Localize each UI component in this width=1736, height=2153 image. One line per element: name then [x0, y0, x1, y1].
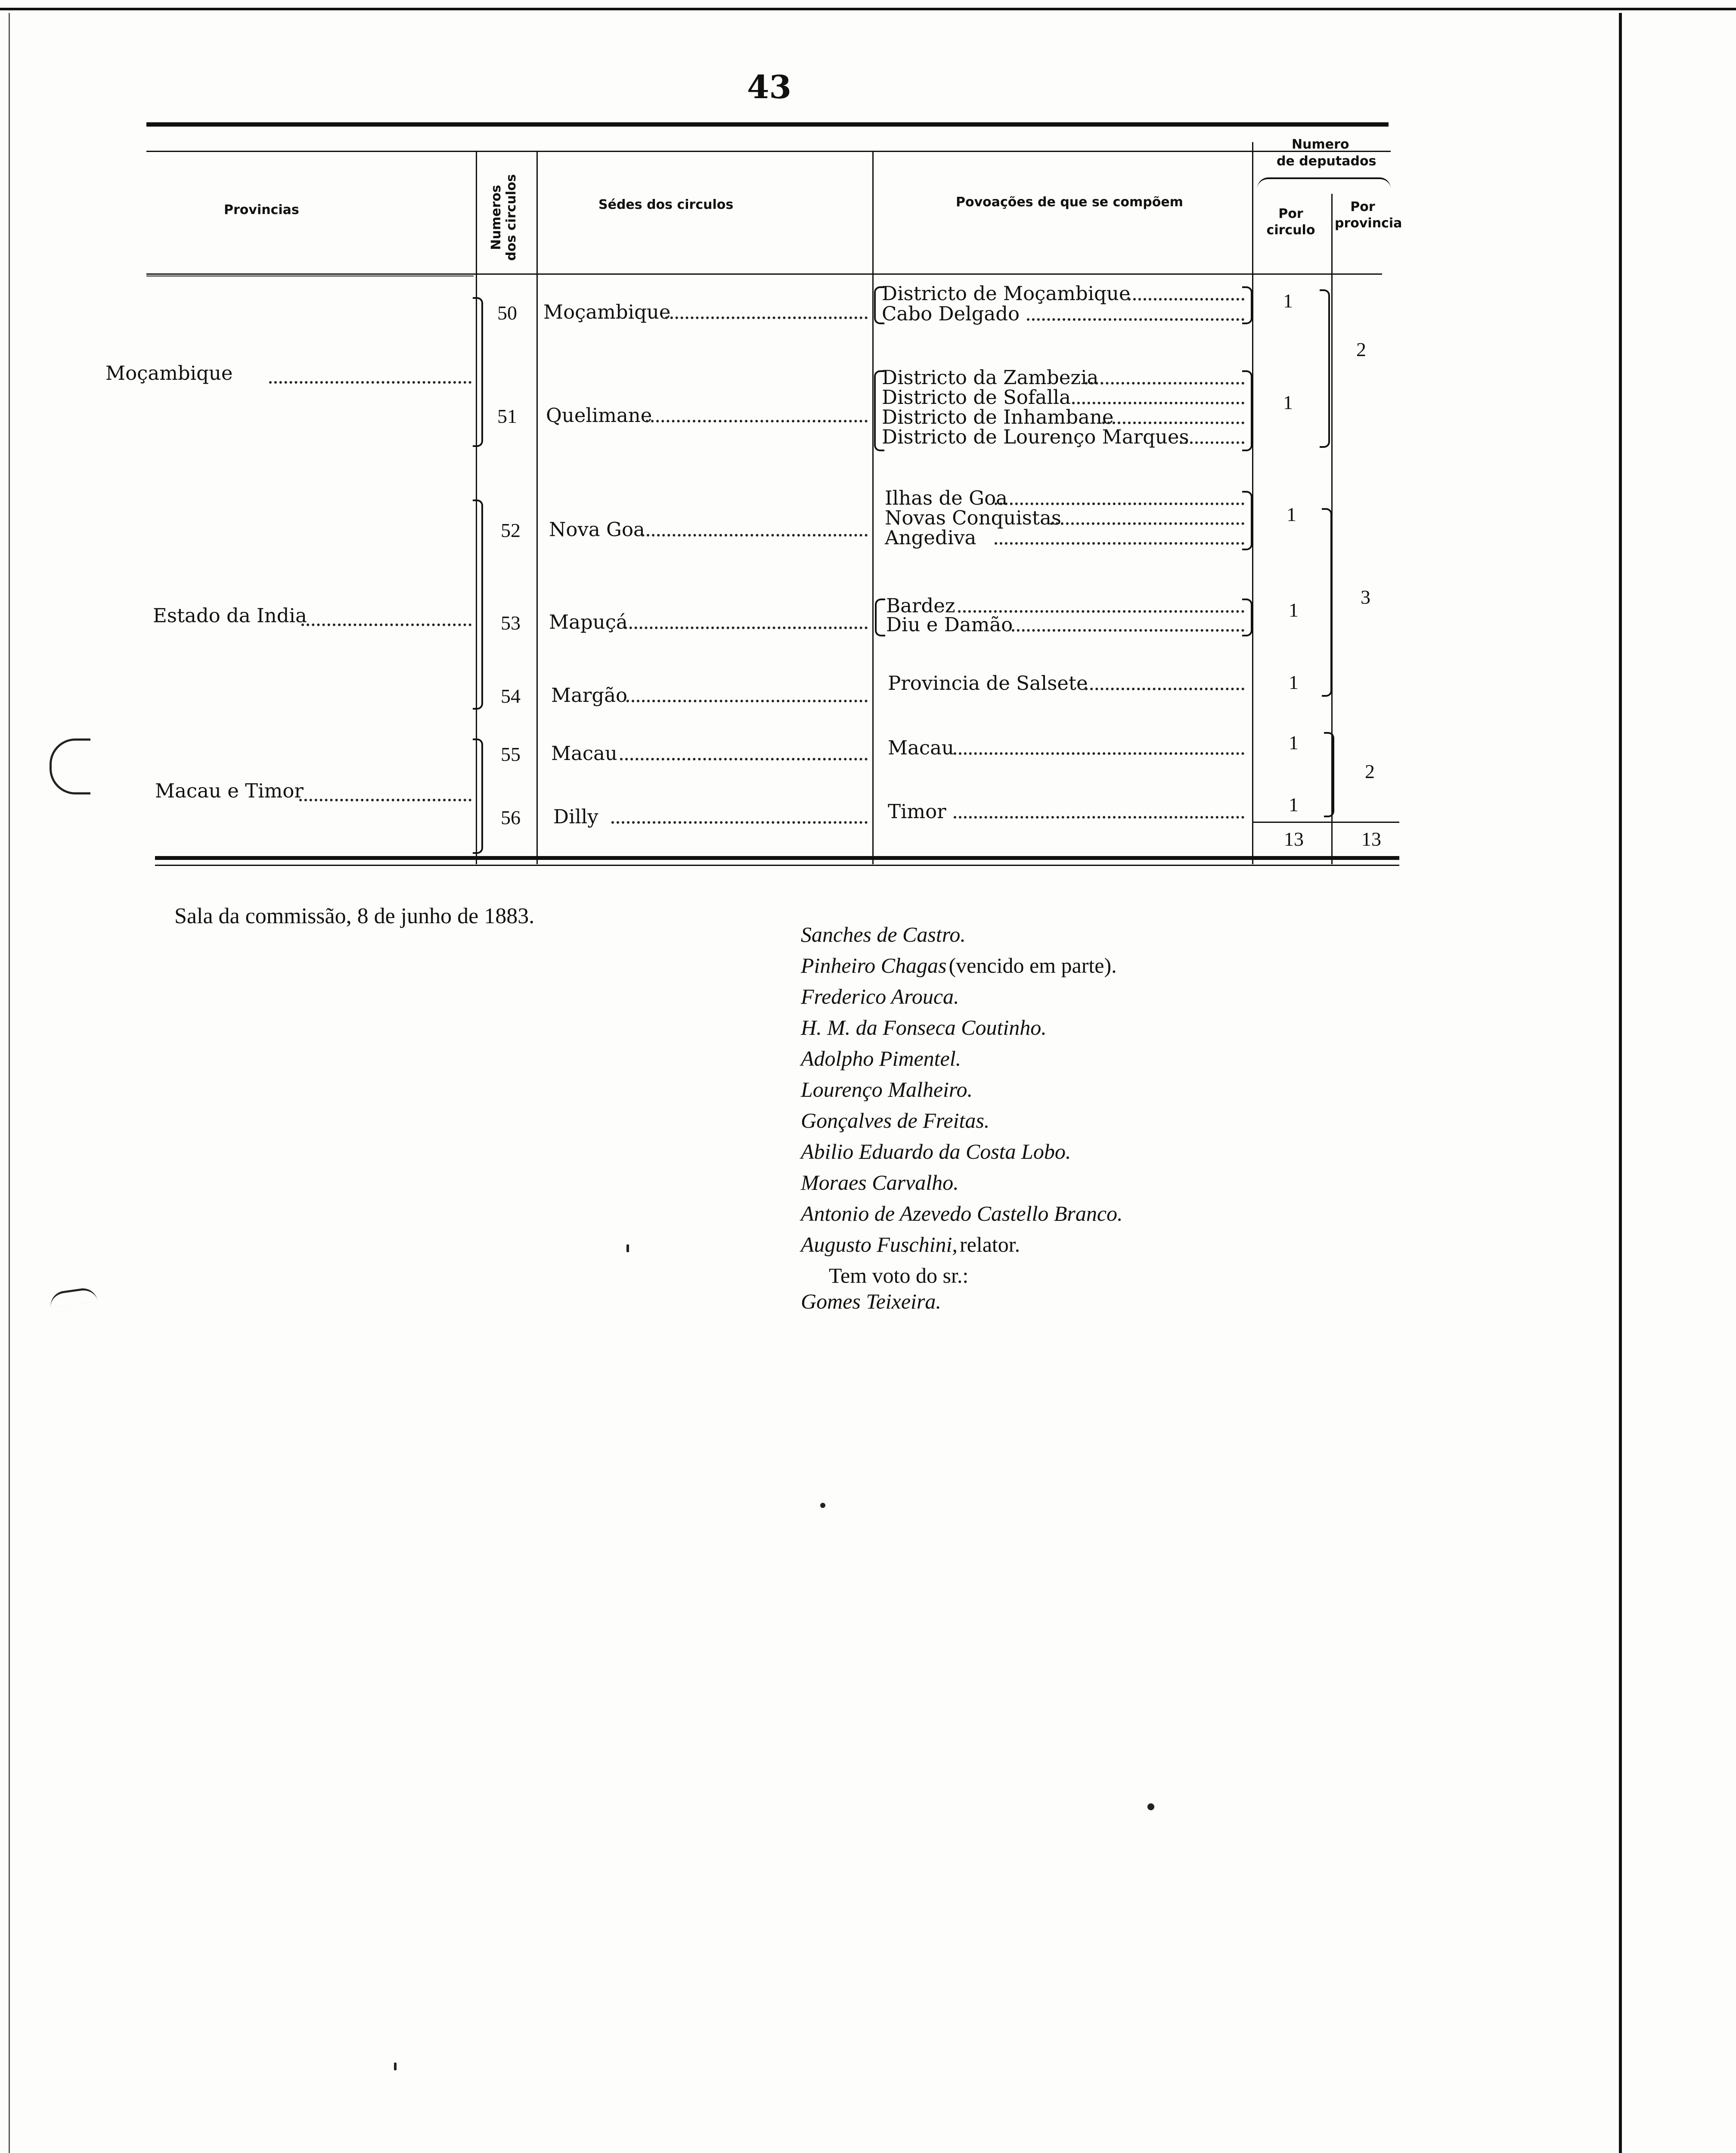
- place-line: Timor: [888, 800, 946, 823]
- signatory: [801, 1108, 1123, 1139]
- place-dots: [958, 610, 1244, 613]
- signatory-name: Sanches de Castro.: [801, 922, 966, 946]
- seat-dots: [620, 758, 868, 760]
- places-brace: [875, 599, 885, 636]
- circle-seat: Dilly: [553, 805, 598, 828]
- total-per-province: 13: [1361, 828, 1381, 850]
- place-dots: [1012, 629, 1244, 632]
- seat-dots: [626, 700, 868, 702]
- places-close-brace: [1242, 370, 1252, 451]
- place-dots: [1085, 688, 1244, 690]
- header-numeros-line1: Numeros: [489, 185, 504, 250]
- deputies-per-circle: 1: [1289, 732, 1299, 754]
- circle-seat: Margão: [551, 684, 628, 707]
- circle-seat: Nova Goa: [549, 518, 645, 541]
- header-sedes: Sédes dos circulos: [598, 197, 734, 212]
- place-dots: [1180, 441, 1244, 444]
- place-line: Districto de Sofalla: [882, 386, 1071, 409]
- signatory: [801, 1045, 1123, 1076]
- page-left-edge: [9, 13, 10, 2153]
- signatory: [801, 1232, 1123, 1263]
- place-line: Novas Conquistas: [885, 506, 1061, 529]
- places-brace: [874, 370, 884, 451]
- circle-number: 51: [497, 405, 517, 427]
- signatory: [801, 1201, 1123, 1232]
- deputies-per-circle: 1: [1289, 671, 1299, 693]
- deputies-per-province: 2: [1356, 338, 1366, 360]
- places-brace: [874, 286, 884, 324]
- header-por-provincia: Por provincia: [1335, 199, 1402, 231]
- header-provincias: Provincias: [224, 202, 299, 217]
- province-brace: [473, 499, 483, 710]
- vote-label: Tem voto do sr.:: [829, 1263, 969, 1287]
- seat-dots: [642, 534, 868, 537]
- province-dots: [269, 381, 471, 384]
- scan-speck: [1147, 1803, 1154, 1810]
- province-total-brace: [1322, 508, 1332, 697]
- margin-mark: [49, 1287, 98, 1308]
- signatory-name: Gonçalves de Freitas.: [801, 1108, 990, 1132]
- signatory-name: Moraes Carvalho.: [801, 1170, 959, 1194]
- place-line: Districto de Moçambique: [882, 282, 1131, 305]
- scan-speck: [394, 2063, 397, 2070]
- place-line: Provincia de Salsete: [888, 672, 1088, 695]
- signatory-name: Lourenço Malheiro.: [801, 1077, 973, 1101]
- place-line: Ilhas de Goa: [885, 487, 1008, 509]
- seat-dots: [611, 821, 868, 824]
- place-dots: [954, 752, 1244, 755]
- signatory-name: Adolpho Pimentel.: [801, 1046, 961, 1070]
- seat-dots: [665, 316, 868, 319]
- signatory-note: relator.: [959, 1232, 1020, 1256]
- place-line: Districto de Inhambane: [882, 406, 1114, 428]
- signatory-name: Abilio Eduardo da Costa Lobo.: [801, 1139, 1071, 1163]
- place-line: Diu e Damão: [886, 613, 1013, 636]
- place-dots: [995, 542, 1244, 545]
- place-line: Cabo Delgado: [882, 302, 1020, 325]
- header-povoacoes: Povoações de que se compõem: [956, 195, 1183, 210]
- signatory: [801, 1014, 1123, 1045]
- table-bottom-rule: [155, 856, 1399, 860]
- province-brace: [473, 297, 483, 447]
- place-dots: [954, 816, 1244, 819]
- circle-number: 50: [497, 302, 517, 324]
- scan-speck: [820, 1503, 825, 1508]
- circle-number: 53: [501, 612, 521, 634]
- circle-seat: Macau: [551, 742, 617, 765]
- table-bottom-thin-rule: [155, 865, 1399, 866]
- deputies-per-circle: 1: [1289, 794, 1299, 816]
- place-date: Sala da commissão, 8 de junho de 1883.: [174, 904, 535, 928]
- vote-signatory: Gomes Teixeira.: [801, 1289, 941, 1313]
- header-bottom-rule: [146, 273, 1382, 275]
- deputies-per-circle: 1: [1283, 391, 1293, 413]
- vote-name: [801, 1288, 1123, 1319]
- place-dots: [1051, 522, 1244, 525]
- signatory: [801, 921, 1123, 952]
- place-dots: [1085, 382, 1244, 385]
- page-top-edge: [0, 8, 1736, 10]
- signatory: [801, 1139, 1123, 1170]
- signatory-name: Augusto Fuschini,: [801, 1232, 958, 1256]
- signatory-name: Pinheiro Chagas: [801, 953, 947, 977]
- signatory: [801, 1170, 1123, 1201]
- place-dots: [995, 503, 1244, 505]
- circle-seat: Mapuçá: [549, 611, 628, 633]
- signatory-note: (vencido em parte).: [949, 953, 1117, 977]
- table-top-rule: [146, 122, 1389, 127]
- signatory-name: H. M. da Fonseca Coutinho.: [801, 1015, 1047, 1039]
- seat-dots: [624, 627, 868, 629]
- scan-speck: [626, 1244, 629, 1252]
- province-total-brace: [1320, 289, 1330, 448]
- place-line: Angediva: [885, 526, 976, 549]
- place-dots: [1027, 318, 1244, 321]
- circle-number: 55: [501, 743, 521, 765]
- signatories-list: [801, 921, 1123, 1319]
- col-rule-3: [872, 152, 874, 864]
- province-name: Macau e Timor: [155, 779, 304, 802]
- place-dots: [1128, 298, 1244, 301]
- margin-mark: [50, 738, 90, 794]
- province-total-brace: [1324, 732, 1334, 817]
- province-name: Estado da India: [153, 604, 307, 627]
- col-rule-2: [536, 152, 538, 864]
- total-per-circle: 13: [1284, 828, 1304, 850]
- header-numeros: [489, 161, 519, 273]
- table-top-thin-rule: [146, 151, 1391, 152]
- header-numeros-line2: dos circulos: [504, 174, 519, 261]
- province-dots: [299, 799, 471, 801]
- header-numero: Numero: [1292, 137, 1349, 152]
- deputies-per-circle: 1: [1286, 503, 1296, 525]
- deputies-per-province: 3: [1361, 586, 1370, 608]
- circle-number: 52: [501, 519, 521, 541]
- circle-seat: Quelimane: [546, 404, 652, 427]
- circle-seat: Moçambique: [543, 301, 671, 323]
- totals-rule: [1253, 822, 1399, 823]
- seat-dots: [646, 420, 868, 422]
- header-deputados-brace: [1257, 177, 1391, 189]
- deputies-per-circle: 1: [1283, 290, 1293, 312]
- province-name: Moçambique: [105, 362, 233, 385]
- page-number: 43: [747, 69, 791, 106]
- province-dots: [301, 624, 471, 626]
- circle-number: 54: [501, 685, 521, 707]
- page-right-edge: [1619, 13, 1622, 2153]
- province-brace: [473, 738, 483, 854]
- deputies-per-province: 2: [1365, 760, 1375, 782]
- places-close-brace: [1242, 286, 1252, 324]
- place-dots: [1072, 402, 1244, 404]
- place-dots: [1102, 422, 1244, 424]
- deputies-per-circle: 1: [1289, 599, 1299, 621]
- signatory: [801, 952, 1123, 983]
- place-line: Districto de Lourenço Marques: [882, 425, 1189, 448]
- signatory-name: Frederico Arouca.: [801, 984, 959, 1008]
- place-line: Districto da Zambezia: [882, 366, 1099, 389]
- place-line: Macau: [888, 736, 954, 759]
- signatory: [801, 1076, 1123, 1108]
- places-close-brace: [1242, 491, 1252, 550]
- places-close-brace: [1242, 599, 1252, 636]
- circle-number: 56: [501, 807, 521, 828]
- signatory-name: Antonio de Azevedo Castello Branco.: [801, 1201, 1123, 1225]
- place-line: Bardez: [886, 594, 955, 617]
- header-por-circulo: Por circulo: [1266, 206, 1315, 238]
- signatory: [801, 983, 1123, 1014]
- header-de-deputados: de deputados: [1277, 154, 1376, 169]
